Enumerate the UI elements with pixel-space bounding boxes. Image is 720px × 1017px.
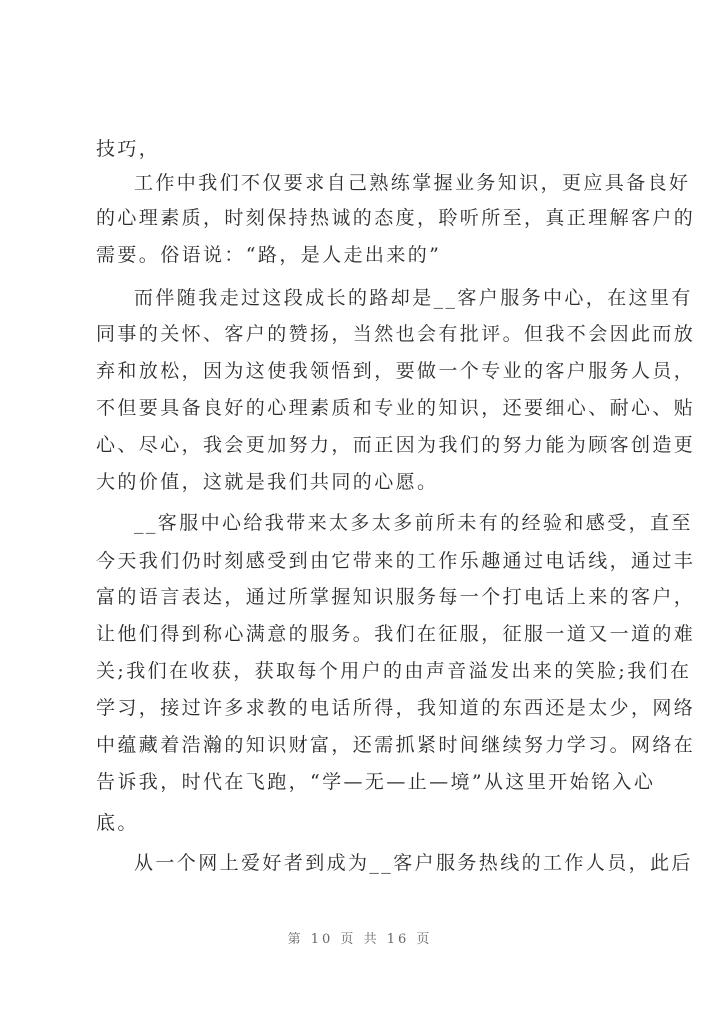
text-line: 大的价值，这就是我们共同的心愿。 [96, 471, 439, 493]
text-line: 同事的关怀、客户的赞扬，当然也会有批评。但我不会因此而放 [96, 323, 696, 345]
text-line: 让他们得到称心满意的服务。我们在征服，征服一道又一道的难 [96, 623, 696, 645]
paragraph-line: 工作中我们不仅要求自己熟练掌握业务知识，更应具备良好 [134, 172, 691, 194]
page-number: 第 10 页 共 16 页 [287, 932, 433, 947]
text-line: 富的语言表达，通过所掌握知识服务每一个打电话上来的客户， [96, 586, 696, 608]
paragraph-line: __客服中心给我带来太多太多前所未有的经验和感受，直至 [134, 512, 693, 534]
text-line: 今天我们仍时刻感受到由它带来的工作乐趣通过电话线，通过丰 [96, 550, 696, 572]
text-line: 底。 [96, 812, 139, 834]
text-line: 不但要具备良好的心理素质和专业的知识，还要细心、耐心、贴 [96, 397, 696, 419]
text-line: 心、尽心，我会更加努力，而正因为我们的努力能为顾客创造更 [96, 434, 696, 456]
text-line: 告诉我，时代在飞跑，“学—无—止—境”从这里开始铭入心 [96, 771, 656, 793]
paragraph-line: 从一个网上爱好者到成为__客户服务热线的工作人员，此后 [134, 852, 693, 874]
text-line: 关;我们在收获，获取每个用户的由声音溢发出来的笑脸;我们在 [96, 660, 692, 682]
text-line: 中蕴藏着浩瀚的知识财富，还需抓紧时间继续努力学习。网络在 [96, 734, 696, 756]
text-line: 学习，接过许多求教的电话所得，我知道的东西还是太少，网络 [96, 697, 696, 719]
text-line: 弃和放松，因为这使我领悟到，要做一个专业的客户服务人员， [96, 360, 696, 382]
text-line: 的心理素质，时刻保持热诚的态度，聆听所至，真正理解客户的 [96, 207, 696, 229]
text-line: 需要。俗语说：“路，是人走出来的” [96, 244, 442, 266]
paragraph-line: 而伴随我走过这段成长的路却是__客户服务中心，在这里有 [134, 287, 693, 309]
text-line: 技巧， [96, 138, 161, 160]
